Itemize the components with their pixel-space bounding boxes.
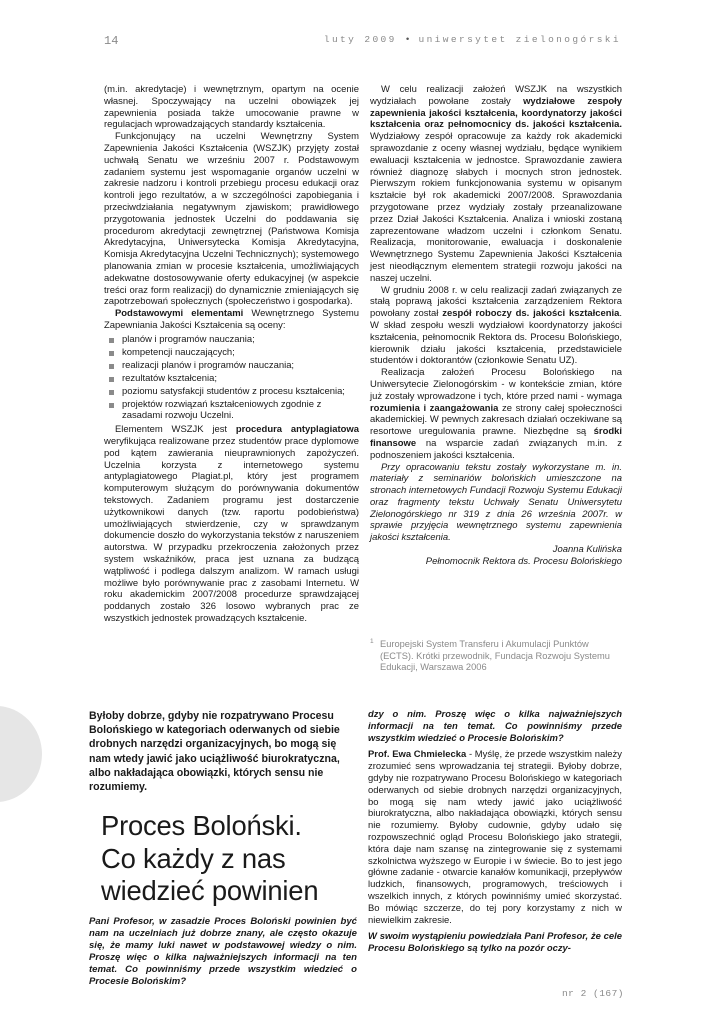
list-item-text: projektów rozwiązań kształceniowych zgodnie z zasadami rozwoju Uczelni.: [122, 398, 322, 422]
signature-name: Joanna Kulińska: [552, 544, 622, 556]
list-item-text: poziomu satysfakcji studentów z procesu kształcenia;: [122, 385, 345, 397]
list-item: [104, 347, 359, 359]
italic-note: Przy opracowaniu tekstu zostały wykorzystane m. in. materiały z seminariów bolońskich umieszczone na stronach internetowych Fundacji Rozwoju Systemu Edukacji oraz fragmenty tekstu Uchwały Senatu Uniwersytetu Zielonogórskiego nr 319 z dnia 26 września 2007r. w sprawie przyjęcia wewnętrznego systemu zapewnienia jakości kształcenia.: [370, 461, 622, 544]
footnote: [370, 636, 622, 674]
bullet-square-icon: [109, 403, 114, 408]
assessment-list: [104, 334, 359, 423]
title-line: Co każdy z nas: [101, 842, 286, 874]
article-title: [101, 810, 356, 908]
signature-role: Pełnomocnik Rektora ds. Procesu Bolońskiego: [425, 555, 622, 567]
publication-name: uniwersytet zielonogórski: [418, 34, 621, 45]
bullet-square-icon: [109, 364, 114, 369]
page-number: 14: [104, 34, 119, 48]
text-span: W celu realizacji założeń WSZJK na wszystkich wydziałach powołane zostały: [370, 84, 622, 107]
footnote-number: 1: [370, 638, 374, 645]
text-span: W grudniu 2008 r. w celu realizacji zadań związanych ze stałą poprawą jakości kształcenia zarządzeniem Rektora powołany został: [370, 284, 622, 320]
list-item: [104, 360, 359, 372]
text-span: na wsparcie zadań związanych m.in. z podnoszeniem jakości kształcenia.: [370, 437, 622, 461]
pull-quote: Byłoby dobrze, gdyby nie rozpatrywano Procesu Bolońskiego w kategoriach oderwanych od siebie drobnych narzędzi organizacyjnych, bo mogą się nam wtedy jawić jako uciążliwość biurokratyczna, albo nakładająca obowiązki, których sensu nie rozumiemy.: [89, 710, 340, 794]
issue-date: luty 2009: [323, 34, 397, 45]
footer-issue-number: nr 2 (167): [561, 988, 624, 999]
footnote-text: Europejski System Transferu i Akumulacji Punktów (ECTS). Krótki przewodnik, Fundacja Rozwoju Systemu Edukacji, Warszawa 2006: [380, 639, 610, 673]
speaker-name: Prof. Ewa Chmielecka: [368, 749, 467, 761]
paragraph: [104, 308, 359, 332]
paragraph: [370, 84, 622, 285]
paragraph: (m.in. akredytacje) i wewnętrznym, opartym na ocenie własnej. Spoczywający na uczelni obowiązek jej zapewnienia posiada także umocowanie prawne w regulacjach wprowadzających standardy kształcenia.: [104, 84, 359, 131]
list-item-text: planów i programów nauczania;: [122, 333, 255, 345]
paragraph: [370, 285, 622, 368]
text-span: . W skład zespołu weszli wydziałowi koordynatorzy jakości kształcenia, pełnomocnik Rektora ds. Procesu Bolońskiego, kierownik działu jakości kształcenia, przedstawiciele studentów i doktorantów (członkowie Senatu UZ).: [370, 308, 622, 367]
answer-text: - Myślę, że przede wszystkim należy zrozumieć sens wprowadzania tej strategii. Byłoby dobrze, gdyby nie rozpatrywano Procesu Bolońskiego w kategoriach oderwanych od siebie drobnych narzędzi organizacyjnych, bo mogą się nam wtedy jawić jako uciążliwość biurokratyczna, albo nakładająca obowiązki, których sensu nie rozumiemy. Byłoby cudownie, gdyby udało się rozpowszechnić ogląd Procesu Bolońskiego jako strategii, która daje nam szansę na zintegrowanie się z systemami szkolnictwa wyższego w Europie i w świecie. Bo to jest jego główne zadanie - otwarcie kanałów komunikacji, przepływów ludzkich, finansowych, programowych, treściowych i wszelkich innych, z których powinniśmy umieć skorzystać. Bo mówiąc szczerze, do tej pory korzystamy z nich w niewielkim zakresie.: [368, 749, 622, 926]
list-item-text: kompetencji nauczających;: [122, 346, 235, 358]
bullet-square-icon: [109, 351, 114, 356]
text-span: weryfikująca realizowane przez studentów prace dyplomowe pod kątem zawierania nieuprawnionych zapożyczeń. Uczelnia korzysta z internetowego systemu antyplagiatowego Plagiat.pl, który jest programem komputerowym służącym do porównywania dokumentów tekstowych. Zadaniem programu jest dostarczenie użytkownikowi danych (tzw. raportu podobieństwa) umożliwiających stwierdzenie, czy w sprawdzanym dokumencie doszło do wykorzystania tekstów z naruszeniem autorstwa. W przypadku przekroczenia założonych przez system wskaźników, praca jest uznana za budzącą wątpliwość i podlega dalszym analizom. W ramach usługi możliwe było porównywanie prac z zasobami Internetu. W roku akademickim 2007/2008 procedurze sprawdzającej poddanych zostało 326 losowo wybranych prac ze wszystkich jednostek prowadzących kształcenie.: [104, 436, 359, 624]
header-separator: •: [404, 34, 411, 45]
bold-phrase: Podstawowymi elementami: [115, 308, 244, 320]
bold-phrase: środki finansowe: [370, 426, 622, 449]
decorative-circle: [0, 706, 42, 802]
bullet-square-icon: [109, 338, 114, 343]
interview-question: dzy o nim. Proszę więc o kilka najważniejszych informacji na ten temat. Co powinniśmy przede wszystkim wiedzieć o Procesie Bolońskim?: [368, 709, 622, 744]
bold-phrase: zespół roboczy ds. jakości kształcenia: [442, 308, 620, 320]
interview-column: [368, 709, 622, 955]
text-span: Realizacja założeń Procesu Bolońskiego na Uniwersytecie Zielonogórskim - w kontekście zmian, które już zostały wprowadzone i tych, które przed nami - wymaga: [370, 367, 622, 402]
article1-column-right: [370, 84, 622, 568]
text-span: Elementem WSZJK jest: [115, 424, 236, 436]
article1-column-left: [104, 84, 359, 625]
list-item-text: realizacji planów i programów nauczania;: [122, 359, 295, 371]
title-line: wiedzieć powinien: [101, 875, 319, 906]
interview-intro: Pani Profesor, w zasadzie Proces Boloński powinien być nam na uczelniach już dobrze znany, ale często okazuje się, że mamy luki nawet w podstawowej wiedzy o nim. Proszę więc o kilka najważniejszych informacji na ten temat. Co powinniśmy przede wszystkim wiedzieć o Procesie Bolońskim?: [89, 916, 357, 988]
text-span: Wydziałowy zespół opracowuje za każdy rok akademicki sprawozdanie z oceny własnej wydziału, będące wynikiem ewaluacji kształcenia w jednostce. Sprawozdanie zawiera również diagnozę słabych i mocnych stron jednostek. Pierwszym rokiem funkcjonowania systemu w opisanym kształcie był rok akademicki 2007/2008. Sprawozdania przygotowane przez wydziały zostały przeanalizowane przez Dział Jakości Kształcenia. Analiza i wnioski zostaną zaprezentowane władzom uczelni i członkom Senatu. Realizacja, monitorowanie, ewaluacja i doskonalenie Wewnętrznego Systemu Zapewnienia Jakości Kształcenia jest nieodłącznym elementem strategii rozwoju jakości na naszej uczelni.: [370, 131, 622, 284]
bold-phrase: procedura antyplagiatowa: [235, 424, 360, 436]
running-header: [324, 34, 621, 45]
bold-phrase: rozumienia i zaangażowania: [370, 402, 499, 414]
title-line: Proces Boloński.: [101, 810, 302, 841]
list-item: [104, 334, 359, 346]
bullet-square-icon: [109, 390, 114, 395]
list-item: [104, 386, 359, 398]
list-item-text: rezultatów kształcenia;: [122, 372, 217, 384]
paragraph: [104, 424, 359, 625]
interview-question: W swoim wystąpieniu powiedziała Pani Profesor, że cele Procesu Bolońskiego są tylko na pozór oczy-: [368, 931, 622, 955]
text-span: Wewnętrznego Systemu Zapewniania Jakości Kształcenia są oceny:: [104, 308, 360, 331]
interview-answer: [368, 749, 622, 926]
text-span: ze strony całej społeczności akademickiej. W pewnych zakresach działań oczekiwane są resortowe uregulowania prawne. Niezbędne są: [370, 402, 622, 438]
source-note: [370, 462, 622, 545]
bold-phrase: wydziałowe zespoły zapewnienia jakości kształcenia, koordynatorzy jakości kształcenia oraz pełnomocnicy ds. jakości kształcenia.: [370, 95, 622, 131]
list-item: [104, 399, 359, 423]
bullet-square-icon: [109, 377, 114, 382]
paragraph: [370, 367, 622, 461]
paragraph: Funkcjonujący na uczelni Wewnętrzny System Zapewnienia Jakości Kształcenia (WSZJK) przyjęty został uchwałą Senatu we wrześniu 2007 r. Podstawowym zadaniem systemu jest wspomaganie organów uczelni w zakresie nadzoru i kontroli przebiegu procesu edukacji oraz kontroli jego rezultatów, a w szczególności zapobiegania i przeciwdziałania negatywnym zjawiskom; prawidłowego przygotowania jednostek Uczelni do poddawania się procedurom akredytacji zewnętrznej (Państwowa Komisja Akredytacyjna, Uniwersytecka Komisja Akredytacyjna, Komisja Akredytacyjna Uczelni Technicznych); systemowego planowania zmian w procesie kształcenia, umożliwiających adekwatne dostosowywanie oferty edukacyjnej (w aspekcie treści oraz form realizacji) do dynamicznie zmieniających się zapotrzebowań społecznych (społeczeństwo i gospodarka).: [104, 131, 359, 308]
list-item: [104, 373, 359, 385]
